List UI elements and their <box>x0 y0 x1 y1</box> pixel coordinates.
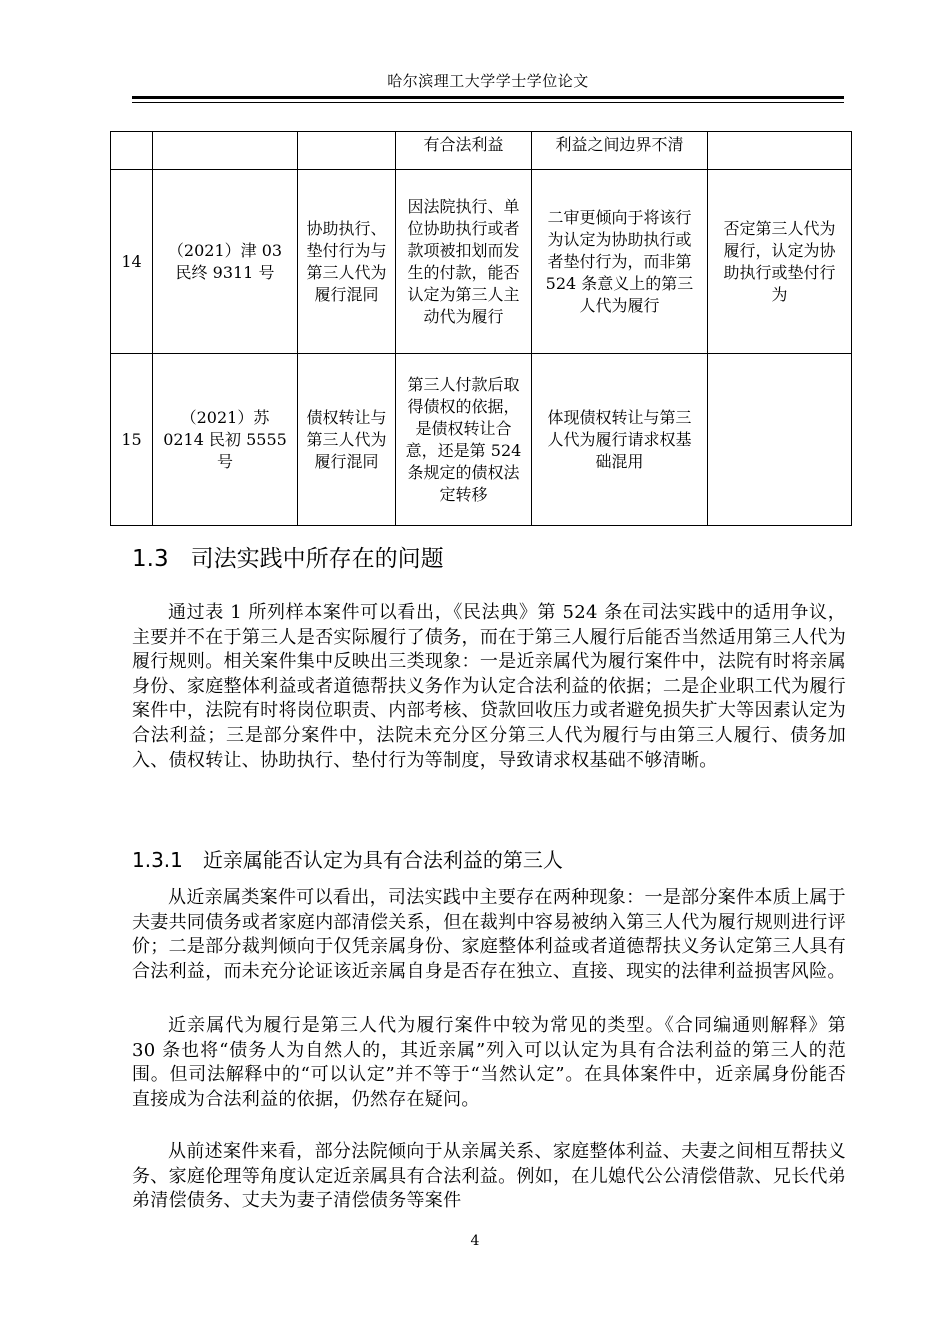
cell-no: 14 <box>111 170 153 354</box>
cell-question: 第三人付款后取得债权的依据，是债权转让合意，还是第 524 条规定的债权法定转移 <box>396 354 532 526</box>
cell-conclusion <box>708 354 852 526</box>
cell-issue: 协助执行、垫付行为与第三人代为履行混同 <box>298 170 396 354</box>
cell-case: （2021）津 03 民终 9311 号 <box>153 170 298 354</box>
body-paragraph: 通过表 1 所列样本案件可以看出，《民法典》第 524 条在司法实践中的适用争议，主要并不在于第三人是否实际履行了债务，而在于第三人履行后能否当然适用第三人代为履行规则。相关案件集中反映出三类现象：一是近亲属代为履行案件中，法院有时将亲属身份、家庭整体利益或者道德帮扶义务作为认定合法利益的依据；二是企业职工代为履行案件中，法院有时将岗位职责、内部考核、贷款回收压力或者避免损失扩大等因素认定为合法利益；三是部分案件中，法院未充分区分第三人代为履行与由第三人履行、债务加入、债权转让、协助执行、垫付行为等制度，导致请求权基础不够清晰。 <box>132 602 846 771</box>
cell-issue <box>298 132 396 170</box>
section-number: 1.3 <box>132 546 169 572</box>
cell-trend: 利益之间边界不清 <box>532 132 708 170</box>
cell-issue: 债权转让与第三人代为履行混同 <box>298 354 396 526</box>
cell-case: （2021）苏 0214 民初 5555 号 <box>153 354 298 526</box>
section-title: 近亲属能否认定为具有合法利益的第三人 <box>202 848 563 872</box>
header-title: 哈尔滨理工大学学士学位论文 <box>387 72 589 90</box>
cell-conclusion <box>708 132 852 170</box>
cell-no: 15 <box>111 354 153 526</box>
body-paragraph: 近亲属代为履行是第三人代为履行案件中较为常见的类型。《合同编通则解释》第 30 条也将“债务人为自然人的，其近亲属”列入可以认定为具有合法利益的第三人的范围。但司法解释中的“可以认定”并不等于“当然认定”。在具体案件中，近亲属身份能否直接成为合法利益的依据，仍然存在疑问。 <box>132 1015 846 1110</box>
section-number: 1.3.1 <box>132 848 183 872</box>
header-rule-thick <box>132 96 844 99</box>
cell-conclusion: 否定第三人代为履行，认定为协助执行或垫付行为 <box>708 170 852 354</box>
case-table <box>110 131 852 526</box>
cell-trend: 二审更倾向于将该行为认定为协助执行或者垫付行为，而非第 524 条意义上的第三人代为履行 <box>532 170 708 354</box>
cell-question: 因法院执行、单位协助执行或者款项被扣划而发生的付款，能否认定为第三人主动代为履行 <box>396 170 532 354</box>
section-title: 司法实践中所存在的问题 <box>190 546 444 572</box>
table-row <box>111 354 852 526</box>
section-heading-1-3 <box>132 540 444 573</box>
page-number: 4 <box>470 1233 480 1249</box>
section-heading-1-3-1 <box>132 844 563 873</box>
table-row <box>111 132 852 170</box>
table-row <box>111 170 852 354</box>
header-rule-thin <box>132 102 844 103</box>
body-paragraph: 从近亲属类案件可以看出，司法实践中主要存在两种现象：一是部分案件本质上属于夫妻共同债务或者家庭内部清偿关系，但在裁判中容易被纳入第三人代为履行规则进行评价；二是部分裁判倾向于仅凭亲属身份、家庭整体利益或者道德帮扶义务认定第三人具有合法利益，而未充分论证该近亲属自身是否存在独立、直接、现实的法律利益损害风险。 <box>132 887 846 982</box>
cell-trend: 体现债权转让与第三人代为履行请求权基础混用 <box>532 354 708 526</box>
cell-no <box>111 132 153 170</box>
cell-question: 有合法利益 <box>396 132 532 170</box>
body-paragraph: 从前述案件来看，部分法院倾向于从亲属关系、家庭整体利益、夫妻之间相互帮扶义务、家庭伦理等角度认定近亲属具有合法利益。例如，在儿媳代公公清偿借款、兄长代弟弟清偿债务、丈夫为妻子清偿债务等案件 <box>132 1141 846 1212</box>
cell-case <box>153 132 298 170</box>
